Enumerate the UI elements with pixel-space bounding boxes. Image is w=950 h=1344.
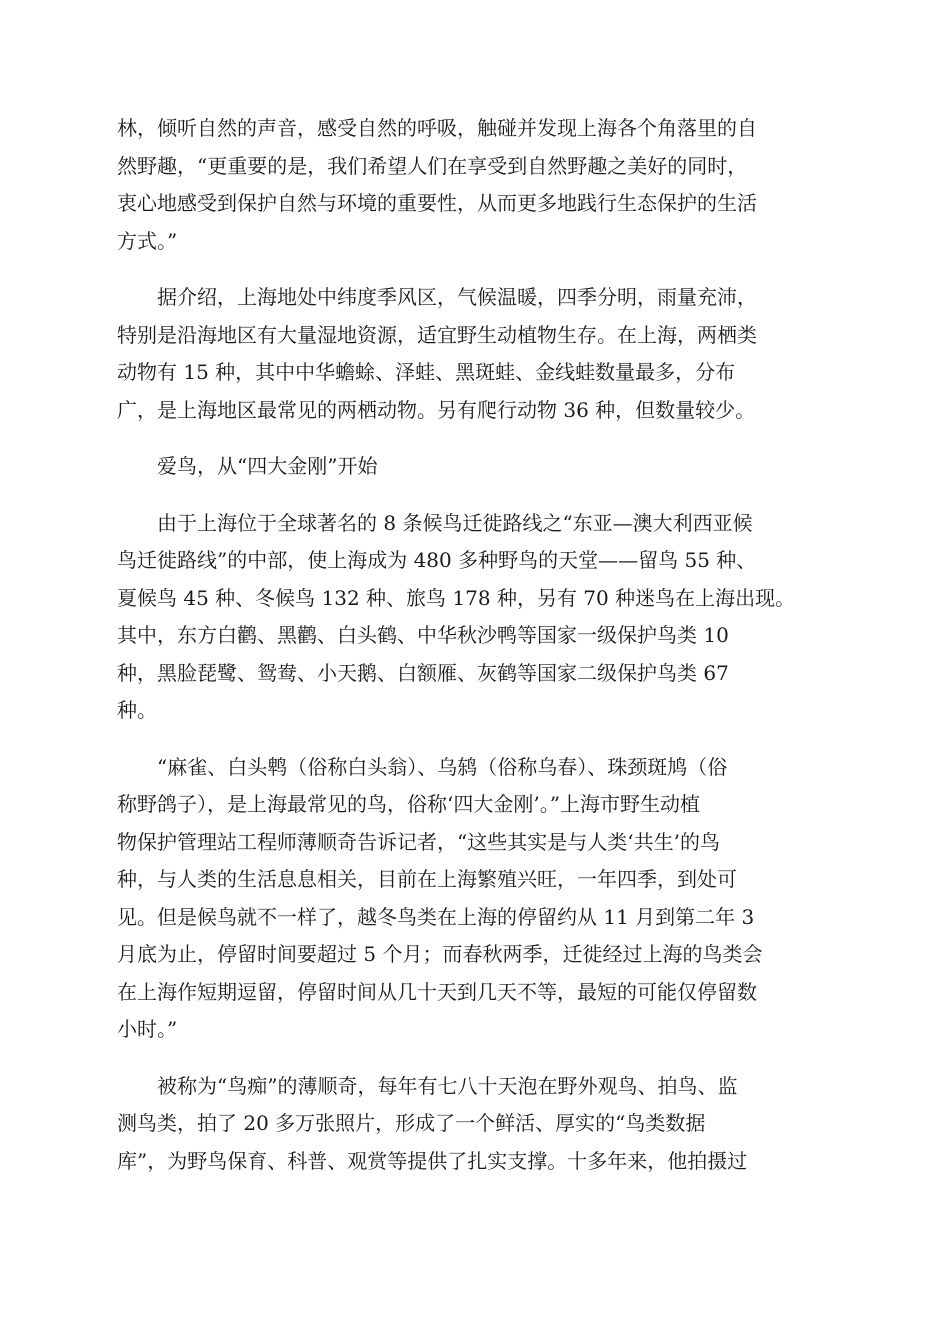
text-line: 方式。” xyxy=(117,228,178,253)
paragraph-climate xyxy=(117,279,833,429)
text-line: 见。但是候鸟就不一样了，越冬鸟类在上海的停留约从 11 月到第二年 3 xyxy=(117,904,755,929)
paragraph-four-kings xyxy=(117,749,833,1049)
text-line: 种，与人类的生活息息相关，目前在上海繁殖兴旺，一年四季，到处可 xyxy=(117,867,737,891)
text-line: 库”，为野鸟保育、科普、观赏等提供了扎实支撑。十多年来，他拍摄过 xyxy=(117,1148,748,1173)
text-line: “麻雀、白头鹎（俗称白头翁）、乌鸫（俗称乌春）、珠颈斑鸠（俗 xyxy=(117,754,728,779)
text-line: 物保护管理站工程师薄顺奇告诉记者，“这些其实是与人类‘共生’的鸟 xyxy=(117,829,720,854)
text-line: 广，是上海地区最常见的两栖动物。另有爬行动物 36 种，但数量较少。 xyxy=(117,397,756,422)
text-line: 称野鸽子），是上海最常见的鸟，俗称‘四大金刚’。”上海市野生动植 xyxy=(117,792,700,816)
text-line: 据介绍，上海地处中纬度季风区，气候温暖，四季分明，雨量充沛， xyxy=(117,285,757,309)
text-line: 然野趣，“更重要的是，我们希望人们在享受到自然野趣之美好的同时， xyxy=(117,153,748,178)
text-line: 在上海作短期逗留，停留时间从几十天到几天不等，最短的可能仅停留数 xyxy=(117,979,757,1004)
text-line: 其中，东方白鹳、黑鹳、白头鹤、中华秋沙鸭等国家一级保护鸟类 10 xyxy=(117,623,729,647)
document-body xyxy=(117,110,833,1199)
text-line: 测鸟类，拍了 20 多万张照片，形成了一个鲜活、厚实的“鸟类数据 xyxy=(117,1111,706,1135)
section-heading xyxy=(117,448,833,486)
text-line: 林，倾听自然的声音，感受自然的呼吸，触碰并发现上海各个角落里的自 xyxy=(117,116,757,140)
paragraph-migration xyxy=(117,505,833,730)
text-line: 衷心地感受到保护自然与环境的重要性，从而更多地践行生态保护的生活 xyxy=(117,191,757,215)
paragraph-intro-continued xyxy=(117,110,833,260)
text-line: 种，黑脸琵鹭、鸳鸯、小天鹅、白额雁、灰鹤等国家二级保护鸟类 67 xyxy=(117,660,729,685)
paragraph-bird-enthusiast xyxy=(117,1068,833,1181)
text-line: 种。 xyxy=(117,698,157,722)
text-line: 小时。” xyxy=(117,1017,178,1041)
text-line: 鸟迁徙路线”的中部，使上海成为 480 多种野鸟的天堂——留鸟 55 种、 xyxy=(117,548,757,572)
text-line: 动物有 15 种，其中中华蟾蜍、泽蛙、黑斑蛙、金线蛙数量最多，分布 xyxy=(117,360,736,384)
text-line: 由于上海位于全球著名的 8 条候鸟迁徙路线之“东亚—澳大利西亚候 xyxy=(117,510,753,535)
heading-text: 爱鸟，从“四大金刚”开始 xyxy=(117,454,378,478)
text-line: 夏候鸟 45 种、冬候鸟 132 种、旅鸟 178 种，另有 70 种迷鸟在上海出现。 xyxy=(117,585,796,610)
text-line: 被称为“鸟痴”的薄顺奇，每年有七八十天泡在野外观鸟、拍鸟、监 xyxy=(117,1073,738,1098)
text-line: 月底为止，停留时间要超过 5 个月；而春秋两季，迁徙经过上海的鸟类会 xyxy=(117,942,763,966)
text-line: 特别是沿海地区有大量湿地资源，适宜野生动植物生存。在上海，两栖类 xyxy=(117,322,757,347)
